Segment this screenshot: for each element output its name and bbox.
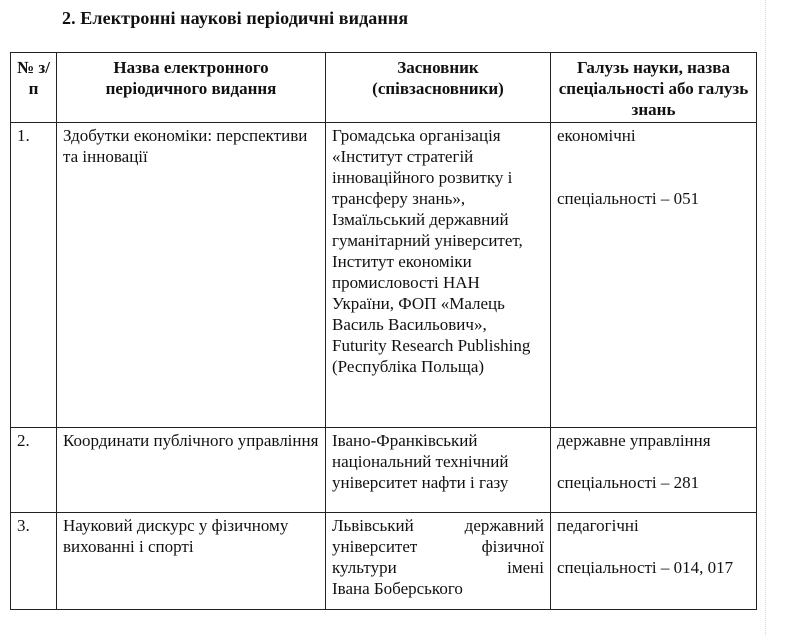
science-field: педагогічні [557,516,639,535]
header-field: Галузь науки, назва спеціальності або галузь знань [551,53,757,123]
journal-name: Здобутки економіки: перспективи та інновації [57,123,326,428]
journal-name: Науковий дискурс у фізичному вихованні і спорті [57,513,326,610]
header-founder: Засновник (співзасновники) [326,53,551,123]
journal-founder: Громадська організація «Інститут стратегій інноваційного розвитку і трансферу знань», Ізмаїльський державний гуманітарний університет, Інститут економіки промисловості НАН України, ФОП «Малець Василь Васильович», Futurity Research Publishing (Республіка Польща) [326,123,551,428]
row-num: 1. [11,123,57,428]
science-field: економічні [557,126,636,145]
specialty-code: спеціальності – 281 [557,473,700,492]
section-title: 2. Електронні наукові періодичні видання [62,8,409,28]
table-row [11,123,757,428]
row-num: 3. [11,513,57,610]
founder-main: Львівський державний університет фізичної культури імені [332,516,544,577]
table-header-row [11,53,757,123]
journal-field-cell [551,428,757,513]
journal-founder [326,513,551,610]
table-row [11,428,757,513]
journal-name: Координати публічного управління [57,428,326,513]
row-num: 2. [11,428,57,513]
table-row [11,513,757,610]
journal-field-cell [551,513,757,610]
journal-founder: Івано-Франківський національний технічний університет нафти і газу [326,428,551,513]
scan-edge-artifact [765,0,778,635]
science-field: державне управління [557,431,711,450]
header-name: Назва електронного періодичного видання [57,53,326,123]
specialty-code: спеціальності – 051 [557,189,700,208]
journals-table [10,52,757,610]
journal-field-cell [551,123,757,428]
founder-last: Івана Боберського [332,579,463,598]
specialty-code: спеціальності – 014, 017 [557,558,734,577]
header-num: № з/п [11,53,57,123]
